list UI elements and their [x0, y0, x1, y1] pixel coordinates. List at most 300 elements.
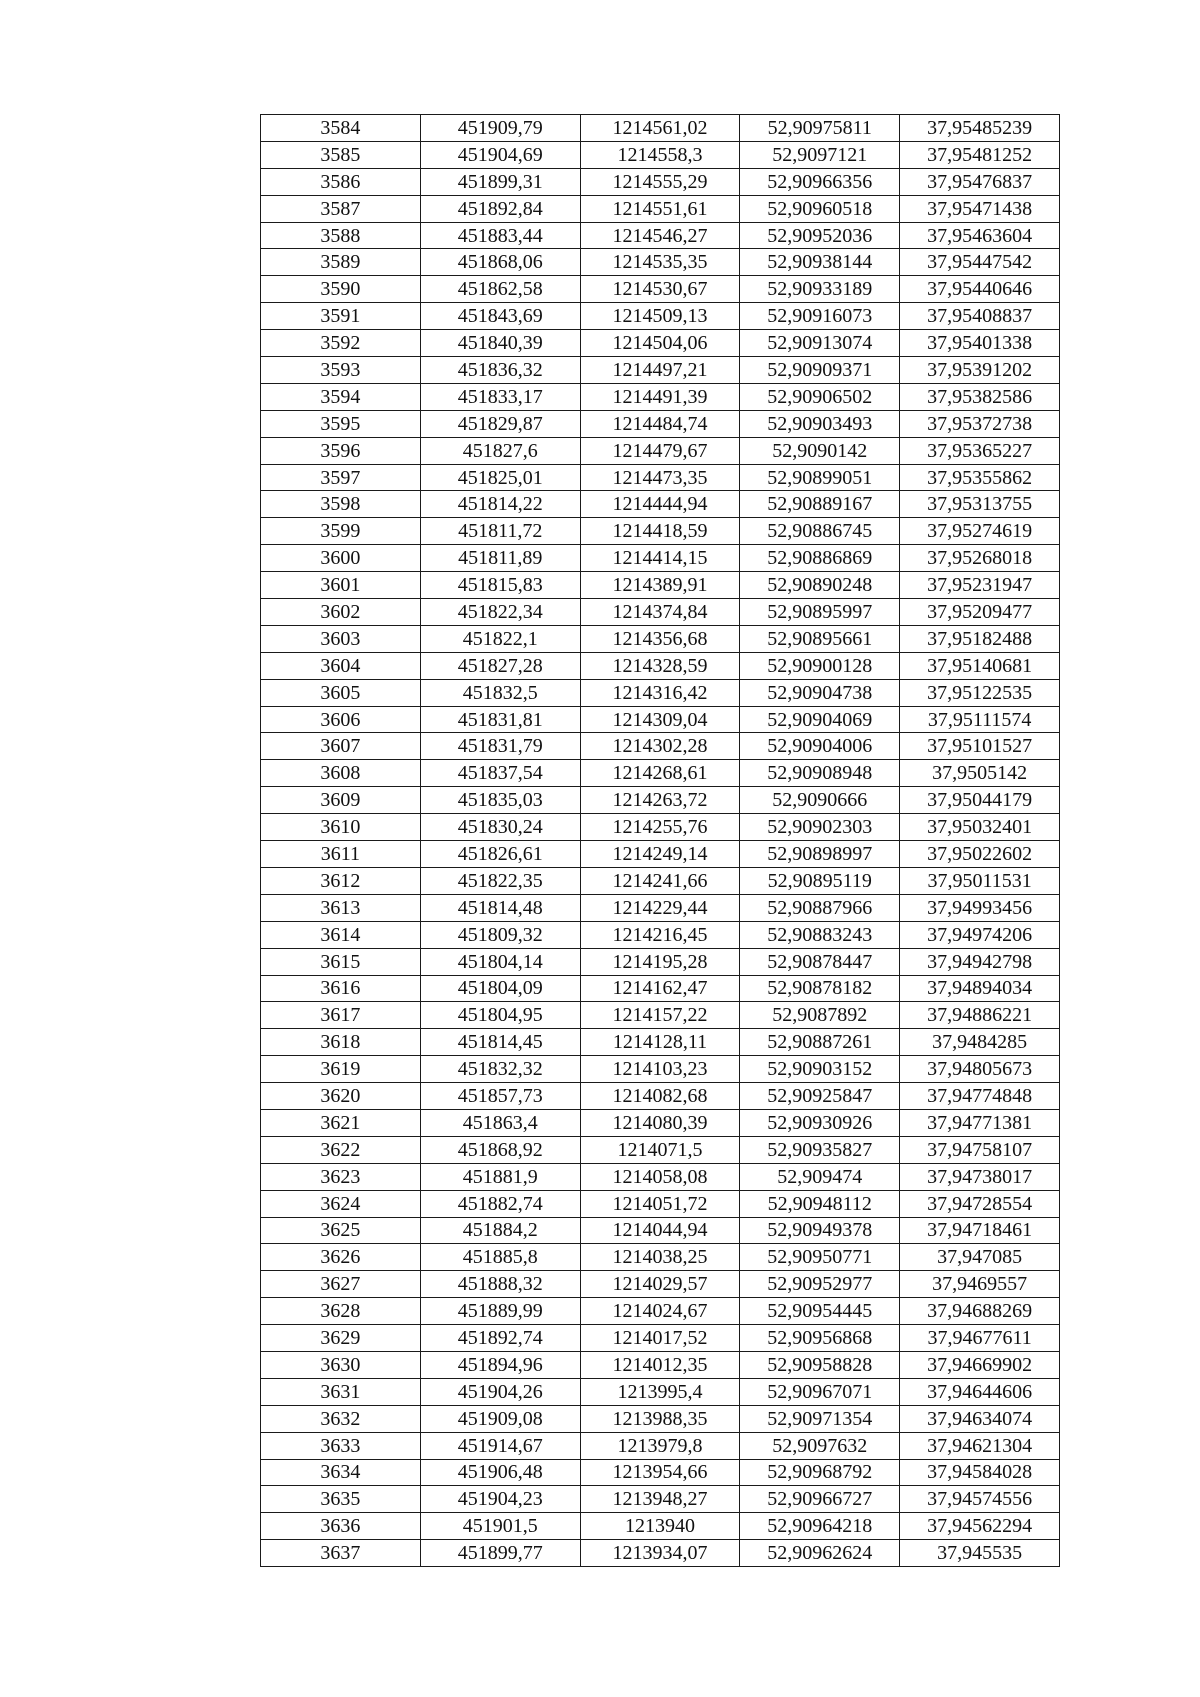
latitude-cell: 52,90913074 — [740, 330, 900, 357]
latitude-cell: 52,90889167 — [740, 491, 900, 518]
point-number-cell: 3633 — [261, 1432, 421, 1459]
latitude-cell: 52,909474 — [740, 1163, 900, 1190]
longitude-cell: 37,94805673 — [900, 1056, 1060, 1083]
y-coordinate-cell: 1214082,68 — [580, 1083, 740, 1110]
longitude-cell: 37,94942798 — [900, 948, 1060, 975]
point-number-cell: 3629 — [261, 1325, 421, 1352]
x-coordinate-cell: 451837,54 — [420, 760, 580, 787]
x-coordinate-cell: 451814,22 — [420, 491, 580, 518]
y-coordinate-cell: 1214551,61 — [580, 195, 740, 222]
y-coordinate-cell: 1214241,66 — [580, 867, 740, 894]
latitude-cell: 52,90903493 — [740, 410, 900, 437]
longitude-cell: 37,95391202 — [900, 357, 1060, 384]
table-row — [261, 1540, 1060, 1567]
x-coordinate-cell: 451868,92 — [420, 1136, 580, 1163]
table-row — [261, 733, 1060, 760]
table-row — [261, 1432, 1060, 1459]
table-row — [261, 787, 1060, 814]
point-number-cell: 3601 — [261, 572, 421, 599]
point-number-cell: 3616 — [261, 975, 421, 1002]
x-coordinate-cell: 451822,34 — [420, 599, 580, 626]
point-number-cell: 3615 — [261, 948, 421, 975]
longitude-cell: 37,94894034 — [900, 975, 1060, 1002]
table-row — [261, 1486, 1060, 1513]
y-coordinate-cell: 1214229,44 — [580, 894, 740, 921]
table-row — [261, 1405, 1060, 1432]
y-coordinate-cell: 1213995,4 — [580, 1378, 740, 1405]
table-row — [261, 921, 1060, 948]
table-row — [261, 1459, 1060, 1486]
longitude-cell: 37,95365227 — [900, 437, 1060, 464]
longitude-cell: 37,947085 — [900, 1244, 1060, 1271]
x-coordinate-cell: 451804,14 — [420, 948, 580, 975]
point-number-cell: 3627 — [261, 1271, 421, 1298]
x-coordinate-cell: 451809,32 — [420, 921, 580, 948]
table-row — [261, 1298, 1060, 1325]
longitude-cell: 37,95231947 — [900, 572, 1060, 599]
x-coordinate-cell: 451836,32 — [420, 357, 580, 384]
point-number-cell: 3593 — [261, 357, 421, 384]
y-coordinate-cell: 1214103,23 — [580, 1056, 740, 1083]
latitude-cell: 52,90878447 — [740, 948, 900, 975]
table-row — [261, 1109, 1060, 1136]
y-coordinate-cell: 1214389,91 — [580, 572, 740, 599]
longitude-cell: 37,95447542 — [900, 249, 1060, 276]
x-coordinate-cell: 451833,17 — [420, 383, 580, 410]
table-row — [261, 383, 1060, 410]
longitude-cell: 37,9469557 — [900, 1271, 1060, 1298]
point-number-cell: 3606 — [261, 706, 421, 733]
latitude-cell: 52,90956868 — [740, 1325, 900, 1352]
table-row — [261, 1083, 1060, 1110]
y-coordinate-cell: 1214128,11 — [580, 1029, 740, 1056]
table-row — [261, 222, 1060, 249]
x-coordinate-cell: 451904,26 — [420, 1378, 580, 1405]
point-number-cell: 3586 — [261, 168, 421, 195]
y-coordinate-cell: 1214414,15 — [580, 545, 740, 572]
y-coordinate-cell: 1214157,22 — [580, 1002, 740, 1029]
table-row — [261, 1217, 1060, 1244]
latitude-cell: 52,90967071 — [740, 1378, 900, 1405]
point-number-cell: 3612 — [261, 867, 421, 894]
x-coordinate-cell: 451814,45 — [420, 1029, 580, 1056]
latitude-cell: 52,90904738 — [740, 679, 900, 706]
latitude-cell: 52,90949378 — [740, 1217, 900, 1244]
latitude-cell: 52,90902303 — [740, 814, 900, 841]
table-row — [261, 115, 1060, 142]
longitude-cell: 37,945535 — [900, 1540, 1060, 1567]
longitude-cell: 37,95476837 — [900, 168, 1060, 195]
latitude-cell: 52,90909371 — [740, 357, 900, 384]
table-row — [261, 975, 1060, 1002]
longitude-cell: 37,94886221 — [900, 1002, 1060, 1029]
longitude-cell: 37,95140681 — [900, 652, 1060, 679]
table-row — [261, 599, 1060, 626]
point-number-cell: 3610 — [261, 814, 421, 841]
longitude-cell: 37,95372738 — [900, 410, 1060, 437]
longitude-cell: 37,95463604 — [900, 222, 1060, 249]
longitude-cell: 37,94974206 — [900, 921, 1060, 948]
longitude-cell: 37,94584028 — [900, 1459, 1060, 1486]
latitude-cell: 52,90966727 — [740, 1486, 900, 1513]
y-coordinate-cell: 1214058,08 — [580, 1163, 740, 1190]
longitude-cell: 37,94677611 — [900, 1325, 1060, 1352]
point-number-cell: 3624 — [261, 1190, 421, 1217]
x-coordinate-cell: 451804,09 — [420, 975, 580, 1002]
point-number-cell: 3619 — [261, 1056, 421, 1083]
y-coordinate-cell: 1214473,35 — [580, 464, 740, 491]
table-row — [261, 760, 1060, 787]
x-coordinate-cell: 451904,23 — [420, 1486, 580, 1513]
y-coordinate-cell: 1214012,35 — [580, 1351, 740, 1378]
latitude-cell: 52,9090142 — [740, 437, 900, 464]
x-coordinate-cell: 451822,35 — [420, 867, 580, 894]
latitude-cell: 52,90960518 — [740, 195, 900, 222]
x-coordinate-cell: 451889,99 — [420, 1298, 580, 1325]
point-number-cell: 3600 — [261, 545, 421, 572]
y-coordinate-cell: 1214484,74 — [580, 410, 740, 437]
longitude-cell: 37,94771381 — [900, 1109, 1060, 1136]
point-number-cell: 3634 — [261, 1459, 421, 1486]
latitude-cell: 52,90886869 — [740, 545, 900, 572]
table-row — [261, 572, 1060, 599]
latitude-cell: 52,9097632 — [740, 1432, 900, 1459]
table-row — [261, 1190, 1060, 1217]
table-row — [261, 625, 1060, 652]
latitude-cell: 52,9097121 — [740, 141, 900, 168]
latitude-cell: 52,90950771 — [740, 1244, 900, 1271]
x-coordinate-cell: 451862,58 — [420, 276, 580, 303]
y-coordinate-cell: 1214309,04 — [580, 706, 740, 733]
latitude-cell: 52,90900128 — [740, 652, 900, 679]
y-coordinate-cell: 1214509,13 — [580, 303, 740, 330]
y-coordinate-cell: 1214195,28 — [580, 948, 740, 975]
x-coordinate-cell: 451884,2 — [420, 1217, 580, 1244]
table-row — [261, 545, 1060, 572]
y-coordinate-cell: 1214504,06 — [580, 330, 740, 357]
x-coordinate-cell: 451829,87 — [420, 410, 580, 437]
x-coordinate-cell: 451826,61 — [420, 841, 580, 868]
table-row — [261, 437, 1060, 464]
y-coordinate-cell: 1214029,57 — [580, 1271, 740, 1298]
point-number-cell: 3598 — [261, 491, 421, 518]
latitude-cell: 52,90925847 — [740, 1083, 900, 1110]
table-row — [261, 1136, 1060, 1163]
latitude-cell: 52,90903152 — [740, 1056, 900, 1083]
y-coordinate-cell: 1214268,61 — [580, 760, 740, 787]
longitude-cell: 37,95111574 — [900, 706, 1060, 733]
latitude-cell: 52,9090666 — [740, 787, 900, 814]
table-row — [261, 948, 1060, 975]
point-number-cell: 3594 — [261, 383, 421, 410]
x-coordinate-cell: 451811,89 — [420, 545, 580, 572]
x-coordinate-cell: 451811,72 — [420, 518, 580, 545]
y-coordinate-cell: 1214530,67 — [580, 276, 740, 303]
y-coordinate-cell: 1214162,47 — [580, 975, 740, 1002]
x-coordinate-cell: 451814,48 — [420, 894, 580, 921]
x-coordinate-cell: 451815,83 — [420, 572, 580, 599]
point-number-cell: 3617 — [261, 1002, 421, 1029]
table-row — [261, 464, 1060, 491]
table-row — [261, 706, 1060, 733]
x-coordinate-cell: 451843,69 — [420, 303, 580, 330]
point-number-cell: 3630 — [261, 1351, 421, 1378]
coordinates-table — [260, 114, 1060, 1567]
longitude-cell: 37,94562294 — [900, 1513, 1060, 1540]
latitude-cell: 52,90904069 — [740, 706, 900, 733]
table-row — [261, 1325, 1060, 1352]
table-row — [261, 276, 1060, 303]
y-coordinate-cell: 1214263,72 — [580, 787, 740, 814]
latitude-cell: 52,90954445 — [740, 1298, 900, 1325]
longitude-cell: 37,9505142 — [900, 760, 1060, 787]
point-number-cell: 3621 — [261, 1109, 421, 1136]
longitude-cell: 37,95440646 — [900, 276, 1060, 303]
x-coordinate-cell: 451868,06 — [420, 249, 580, 276]
longitude-cell: 37,95401338 — [900, 330, 1060, 357]
point-number-cell: 3607 — [261, 733, 421, 760]
x-coordinate-cell: 451892,74 — [420, 1325, 580, 1352]
y-coordinate-cell: 1214374,84 — [580, 599, 740, 626]
latitude-cell: 52,90906502 — [740, 383, 900, 410]
y-coordinate-cell: 1213940 — [580, 1513, 740, 1540]
table-row — [261, 168, 1060, 195]
longitude-cell: 37,95485239 — [900, 115, 1060, 142]
longitude-cell: 37,95355862 — [900, 464, 1060, 491]
point-number-cell: 3596 — [261, 437, 421, 464]
y-coordinate-cell: 1214356,68 — [580, 625, 740, 652]
table-row — [261, 249, 1060, 276]
table-row — [261, 195, 1060, 222]
latitude-cell: 52,90908948 — [740, 760, 900, 787]
y-coordinate-cell: 1214044,94 — [580, 1217, 740, 1244]
x-coordinate-cell: 451827,6 — [420, 437, 580, 464]
x-coordinate-cell: 451885,8 — [420, 1244, 580, 1271]
longitude-cell: 37,94621304 — [900, 1432, 1060, 1459]
latitude-cell: 52,90904006 — [740, 733, 900, 760]
x-coordinate-cell: 451863,4 — [420, 1109, 580, 1136]
point-number-cell: 3635 — [261, 1486, 421, 1513]
point-number-cell: 3597 — [261, 464, 421, 491]
x-coordinate-cell: 451830,24 — [420, 814, 580, 841]
latitude-cell: 52,90930926 — [740, 1109, 900, 1136]
longitude-cell: 37,95101527 — [900, 733, 1060, 760]
table-row — [261, 1513, 1060, 1540]
y-coordinate-cell: 1214558,3 — [580, 141, 740, 168]
y-coordinate-cell: 1214555,29 — [580, 168, 740, 195]
table-row — [261, 814, 1060, 841]
x-coordinate-cell: 451827,28 — [420, 652, 580, 679]
latitude-cell: 52,90948112 — [740, 1190, 900, 1217]
table-row — [261, 1351, 1060, 1378]
point-number-cell: 3587 — [261, 195, 421, 222]
x-coordinate-cell: 451857,73 — [420, 1083, 580, 1110]
point-number-cell: 3585 — [261, 141, 421, 168]
y-coordinate-cell: 1214249,14 — [580, 841, 740, 868]
x-coordinate-cell: 451904,69 — [420, 141, 580, 168]
table-row — [261, 491, 1060, 518]
latitude-cell: 52,90968792 — [740, 1459, 900, 1486]
point-number-cell: 3637 — [261, 1540, 421, 1567]
table-row — [261, 1378, 1060, 1405]
latitude-cell: 52,90975811 — [740, 115, 900, 142]
table-row — [261, 867, 1060, 894]
longitude-cell: 37,94634074 — [900, 1405, 1060, 1432]
y-coordinate-cell: 1214546,27 — [580, 222, 740, 249]
latitude-cell: 52,90952036 — [740, 222, 900, 249]
longitude-cell: 37,95209477 — [900, 599, 1060, 626]
x-coordinate-cell: 451909,79 — [420, 115, 580, 142]
table-row — [261, 1244, 1060, 1271]
y-coordinate-cell: 1213979,8 — [580, 1432, 740, 1459]
longitude-cell: 37,94718461 — [900, 1217, 1060, 1244]
point-number-cell: 3623 — [261, 1163, 421, 1190]
longitude-cell: 37,95044179 — [900, 787, 1060, 814]
x-coordinate-cell: 451882,74 — [420, 1190, 580, 1217]
latitude-cell: 52,90878182 — [740, 975, 900, 1002]
x-coordinate-cell: 451901,5 — [420, 1513, 580, 1540]
longitude-cell: 37,95313755 — [900, 491, 1060, 518]
point-number-cell: 3591 — [261, 303, 421, 330]
x-coordinate-cell: 451892,84 — [420, 195, 580, 222]
coordinates-table-body — [261, 115, 1060, 1567]
y-coordinate-cell: 1214328,59 — [580, 652, 740, 679]
y-coordinate-cell: 1214038,25 — [580, 1244, 740, 1271]
x-coordinate-cell: 451832,5 — [420, 679, 580, 706]
longitude-cell: 37,95022602 — [900, 841, 1060, 868]
latitude-cell: 52,90887261 — [740, 1029, 900, 1056]
latitude-cell: 52,90886745 — [740, 518, 900, 545]
y-coordinate-cell: 1214561,02 — [580, 115, 740, 142]
point-number-cell: 3611 — [261, 841, 421, 868]
y-coordinate-cell: 1214051,72 — [580, 1190, 740, 1217]
x-coordinate-cell: 451831,79 — [420, 733, 580, 760]
table-row — [261, 303, 1060, 330]
point-number-cell: 3618 — [261, 1029, 421, 1056]
y-coordinate-cell: 1213954,66 — [580, 1459, 740, 1486]
x-coordinate-cell: 451888,32 — [420, 1271, 580, 1298]
x-coordinate-cell: 451899,31 — [420, 168, 580, 195]
latitude-cell: 52,90883243 — [740, 921, 900, 948]
latitude-cell: 52,90962624 — [740, 1540, 900, 1567]
longitude-cell: 37,95182488 — [900, 625, 1060, 652]
x-coordinate-cell: 451899,77 — [420, 1540, 580, 1567]
point-number-cell: 3632 — [261, 1405, 421, 1432]
table-row — [261, 1029, 1060, 1056]
point-number-cell: 3622 — [261, 1136, 421, 1163]
point-number-cell: 3603 — [261, 625, 421, 652]
y-coordinate-cell: 1214017,52 — [580, 1325, 740, 1352]
x-coordinate-cell: 451894,96 — [420, 1351, 580, 1378]
y-coordinate-cell: 1214071,5 — [580, 1136, 740, 1163]
y-coordinate-cell: 1214216,45 — [580, 921, 740, 948]
longitude-cell: 37,9484285 — [900, 1029, 1060, 1056]
x-coordinate-cell: 451825,01 — [420, 464, 580, 491]
x-coordinate-cell: 451840,39 — [420, 330, 580, 357]
table-row — [261, 894, 1060, 921]
longitude-cell: 37,95032401 — [900, 814, 1060, 841]
y-coordinate-cell: 1214535,35 — [580, 249, 740, 276]
y-coordinate-cell: 1214444,94 — [580, 491, 740, 518]
table-row — [261, 357, 1060, 384]
latitude-cell: 52,90895119 — [740, 867, 900, 894]
latitude-cell: 52,90890248 — [740, 572, 900, 599]
x-coordinate-cell: 451804,95 — [420, 1002, 580, 1029]
longitude-cell: 37,95268018 — [900, 545, 1060, 572]
point-number-cell: 3620 — [261, 1083, 421, 1110]
point-number-cell: 3604 — [261, 652, 421, 679]
y-coordinate-cell: 1214491,39 — [580, 383, 740, 410]
latitude-cell: 52,90938144 — [740, 249, 900, 276]
latitude-cell: 52,90958828 — [740, 1351, 900, 1378]
x-coordinate-cell: 451909,08 — [420, 1405, 580, 1432]
latitude-cell: 52,90916073 — [740, 303, 900, 330]
longitude-cell: 37,95481252 — [900, 141, 1060, 168]
longitude-cell: 37,95471438 — [900, 195, 1060, 222]
y-coordinate-cell: 1214302,28 — [580, 733, 740, 760]
longitude-cell: 37,94574556 — [900, 1486, 1060, 1513]
table-row — [261, 652, 1060, 679]
latitude-cell: 52,90935827 — [740, 1136, 900, 1163]
x-coordinate-cell: 451835,03 — [420, 787, 580, 814]
point-number-cell: 3628 — [261, 1298, 421, 1325]
latitude-cell: 52,90887966 — [740, 894, 900, 921]
point-number-cell: 3613 — [261, 894, 421, 921]
longitude-cell: 37,94688269 — [900, 1298, 1060, 1325]
longitude-cell: 37,94758107 — [900, 1136, 1060, 1163]
table-row — [261, 141, 1060, 168]
latitude-cell: 52,90899051 — [740, 464, 900, 491]
latitude-cell: 52,90971354 — [740, 1405, 900, 1432]
latitude-cell: 52,9087892 — [740, 1002, 900, 1029]
table-row — [261, 1002, 1060, 1029]
point-number-cell: 3588 — [261, 222, 421, 249]
point-number-cell: 3584 — [261, 115, 421, 142]
x-coordinate-cell: 451906,48 — [420, 1459, 580, 1486]
table-row — [261, 518, 1060, 545]
latitude-cell: 52,90895661 — [740, 625, 900, 652]
longitude-cell: 37,95382586 — [900, 383, 1060, 410]
longitude-cell: 37,95011531 — [900, 867, 1060, 894]
y-coordinate-cell: 1214497,21 — [580, 357, 740, 384]
longitude-cell: 37,94728554 — [900, 1190, 1060, 1217]
table-row — [261, 679, 1060, 706]
y-coordinate-cell: 1214024,67 — [580, 1298, 740, 1325]
latitude-cell: 52,90964218 — [740, 1513, 900, 1540]
longitude-cell: 37,95122535 — [900, 679, 1060, 706]
point-number-cell: 3590 — [261, 276, 421, 303]
x-coordinate-cell: 451831,81 — [420, 706, 580, 733]
y-coordinate-cell: 1213948,27 — [580, 1486, 740, 1513]
longitude-cell: 37,95274619 — [900, 518, 1060, 545]
point-number-cell: 3614 — [261, 921, 421, 948]
x-coordinate-cell: 451883,44 — [420, 222, 580, 249]
y-coordinate-cell: 1213988,35 — [580, 1405, 740, 1432]
point-number-cell: 3609 — [261, 787, 421, 814]
longitude-cell: 37,94774848 — [900, 1083, 1060, 1110]
latitude-cell: 52,90898997 — [740, 841, 900, 868]
point-number-cell: 3625 — [261, 1217, 421, 1244]
latitude-cell: 52,90933189 — [740, 276, 900, 303]
x-coordinate-cell: 451822,1 — [420, 625, 580, 652]
y-coordinate-cell: 1213934,07 — [580, 1540, 740, 1567]
y-coordinate-cell: 1214418,59 — [580, 518, 740, 545]
latitude-cell: 52,90952977 — [740, 1271, 900, 1298]
table-row — [261, 330, 1060, 357]
table-row — [261, 1271, 1060, 1298]
longitude-cell: 37,95408837 — [900, 303, 1060, 330]
longitude-cell: 37,94738017 — [900, 1163, 1060, 1190]
